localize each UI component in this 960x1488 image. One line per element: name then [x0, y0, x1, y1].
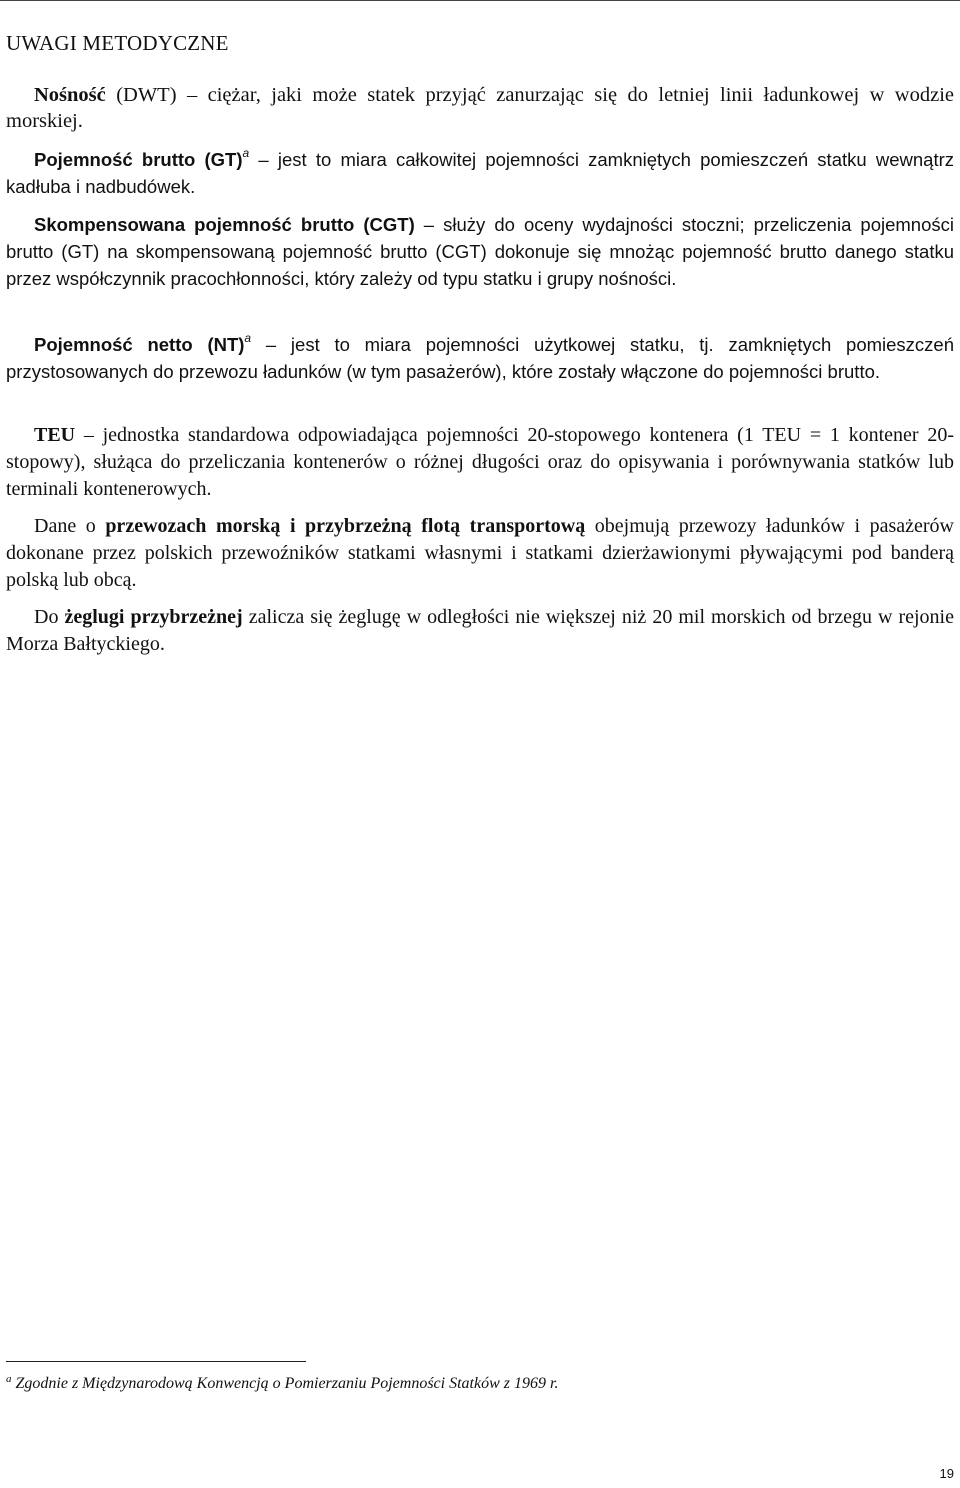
term-gt: Pojemność brutto (GT) — [34, 149, 243, 170]
definition-dwt: (DWT) – ciężar, jaki może statek przyjąć zanurzając się do letniej linii ładunkowej w wodzie morskiej. — [6, 84, 954, 132]
footnote-text: Zgodnie z Międzynarodową Konwencją o Pomierzaniu Pojemności Statków z 1969 r. — [15, 1375, 559, 1392]
definition-transport: obejmują przewozy ładunków i pasażerów dokonane przez polskich przewoźników statkami własnymi i statkami dzierżawionymi pływającymi pod banderą polską lub obcą. — [6, 515, 954, 591]
definition-teu: – jednostka standardowa odpowiadająca pojemności 20-stopowego kontenera (1 TEU = 1 kontener 20-stopowy), służąca do przeliczania kontenerów o różnej długości oraz do opisywania i porównywania statków lub terminali kontenerowych. — [6, 424, 954, 500]
footnote-divider — [6, 1361, 306, 1362]
definition-coastal: zalicza się żeglugę w odległości nie większej niż 20 mil morskich od brzegu w rejonie Morza Bałtyckiego. — [6, 606, 954, 655]
paragraph-cgt — [6, 211, 954, 292]
term-coastal: żeglugi przybrzeżnej — [64, 606, 243, 628]
footnote — [6, 1375, 558, 1393]
lead-transport: Dane o — [34, 515, 106, 537]
page-title: UWAGI METODYCZNE — [6, 31, 229, 55]
paragraph-teu — [6, 422, 954, 503]
definition-nt: – jest to miara pojemności użytkowej statku, tj. zamkniętych pomieszczeń przystosowanych do przewozu ładunków (w tym pasażerów), które zostały włączone do pojemności brutto. — [6, 334, 954, 382]
term-transport: przewozach morską i przybrzeżną flotą transportową — [105, 515, 586, 537]
term-cgt: Skompensowana pojemność brutto (CGT) — [34, 214, 415, 235]
lead-coastal: Do — [34, 606, 65, 628]
paragraph-nt — [6, 331, 954, 385]
paragraph-gt — [6, 146, 954, 200]
paragraph-dwt — [6, 82, 954, 134]
top-rule — [0, 0, 960, 1]
page-number: 19 — [939, 1466, 954, 1481]
footnote-ref-nt[interactable]: a — [244, 331, 252, 345]
definition-gt: – jest to miara całkowitej pojemności zamkniętych pomieszczeń statku wewnątrz kadłuba i nadbudówek. — [6, 149, 954, 197]
paragraph-transport — [6, 513, 954, 594]
definition-cgt: – służy do oceny wydajności stoczni; przeliczenia pojemności brutto (GT) na skompensowaną pojemność brutto (CGT) dokonuje się mnożąc pojemność brutto danego statku przez współczynnik pracochłonności, który zależy od typu statku i grupy nośności. — [6, 214, 954, 289]
footnote-marker: a — [6, 1373, 12, 1385]
term-nt: Pojemność netto (NT) — [34, 334, 245, 355]
paragraph-coastal — [6, 604, 954, 658]
term-teu: TEU — [34, 424, 76, 446]
term-dwt: Nośność — [34, 84, 106, 106]
footnote-ref-gt[interactable]: a — [242, 146, 250, 160]
